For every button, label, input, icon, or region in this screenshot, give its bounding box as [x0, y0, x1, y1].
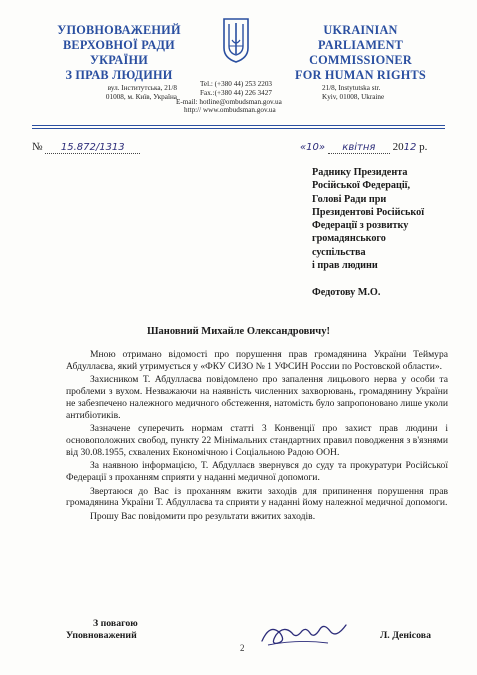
header-divider-thin: [32, 128, 445, 129]
reference-number: [32, 141, 140, 154]
trident-emblem-icon: [221, 16, 251, 64]
addressee-line: Російської Федерації,: [312, 180, 411, 192]
addressee-name: Федотову М.О.: [312, 287, 381, 299]
body-paragraph: За наявною інформацією, Т. Абдуллаєв звернувся до суду та прокуратури Російської Федерації з проханням сприяти у наданні медичної допомоги.: [66, 460, 448, 484]
year-unit: р.: [419, 141, 428, 153]
year-suffix: 12: [403, 142, 417, 153]
number-prefix: №: [32, 141, 43, 153]
address-english: [322, 84, 432, 102]
address-line: 21/8, Instytutska str.: [322, 84, 381, 92]
org-line: УПОВНОВАЖЕНИЙ: [57, 23, 181, 37]
addressee-line: Раднику Президента: [312, 167, 408, 178]
org-line: PARLIAMENT COMMISSIONER: [309, 38, 412, 67]
body-paragraph: Зазначене суперечить нормам статті 3 Конвенції про захист прав людини і основоположних свобод, пункту 22 Мінімальних стандартних правил поводження з в'язнями від 30.08.1955, схвалених Економічною і Соціальною Радою ООН.: [66, 423, 448, 458]
letter-body: [66, 349, 448, 525]
year-prefix: 20: [392, 141, 404, 153]
salutation: Шановний Михайле Олександровичу!: [147, 326, 330, 337]
handwritten-number: 15.872/1313: [45, 142, 140, 154]
org-line: ВЕРХОВНОЇ РАДИ УКРАЇНИ: [63, 38, 175, 67]
org-line: UKRAINIAN: [323, 23, 398, 37]
org-name-english: [268, 23, 453, 83]
org-line: FOR HUMAN RIGHTS: [295, 68, 426, 82]
body-paragraph: Прошу Вас повідомити про результати вжитих заходів.: [90, 511, 316, 523]
addressee-block: [312, 166, 452, 300]
closing-regards: З повагою: [93, 618, 138, 629]
closing-title: Уповноважений: [66, 629, 137, 641]
body-paragraph: Захисником Т. Абдуллаєва повідомлено про запалення лицьового нерва у особи та проблеми з вухом. Незважаючи на наявність численних захворювань, громадянину України не забезпечено належного медичного обстеження, натомість було запропоновано лише уколи антибіотиків.: [66, 374, 448, 421]
addressee-line: Голові Ради при: [312, 193, 387, 205]
website-line: http:// www.ombudsman.gov.ua: [184, 106, 276, 115]
address-line: 01008, м. Київ, Україна: [105, 92, 177, 101]
org-name-ukrainian: [34, 23, 204, 83]
addressee-line: суспільства: [312, 246, 366, 258]
address-ukrainian: [84, 84, 177, 102]
address-line: вул. Інститутська, 21/8: [107, 84, 177, 92]
phone-line: Tel.: (+380 44) 253 2203: [200, 80, 273, 88]
addressee-line: громадянського: [312, 233, 386, 245]
closing-block: [66, 618, 138, 641]
signature-icon: [258, 615, 350, 651]
header-divider: [32, 125, 445, 126]
fax-line: Fax.:(+380 44) 226 3427: [200, 88, 272, 97]
reference-date: [300, 141, 427, 154]
body-paragraph: Мною отримано відомості про порушення прав громадянина України Теймура Абдуллаєва, який утримується у «ФКУ СИЗО № 1 УФСИН России по Ростовской области».: [66, 349, 448, 372]
address-line: Kyiv, 01008, Ukraine: [322, 92, 385, 101]
org-line: З ПРАВ ЛЮДИНИ: [65, 68, 173, 82]
date-day: «10»: [300, 142, 326, 153]
body-paragraph: Звертаюся до Вас із проханням вжити заходів для припинення порушення прав громадянина України Т. Абдуллаєва та сприяти у наданні йому належної медичної допомоги.: [66, 485, 448, 509]
addressee-line: Федерації з розвитку: [312, 220, 409, 232]
addressee-line: і прав людини: [312, 260, 378, 272]
email-line: E-mail: hotline@ombudsman.gov.ua: [176, 97, 282, 106]
page-marker: 2: [240, 643, 245, 653]
signer-name: Л. Денісова: [380, 630, 431, 641]
contact-block: [176, 80, 306, 115]
addressee-line: Президентові Російської: [312, 206, 425, 218]
date-month: квітня: [328, 142, 390, 154]
